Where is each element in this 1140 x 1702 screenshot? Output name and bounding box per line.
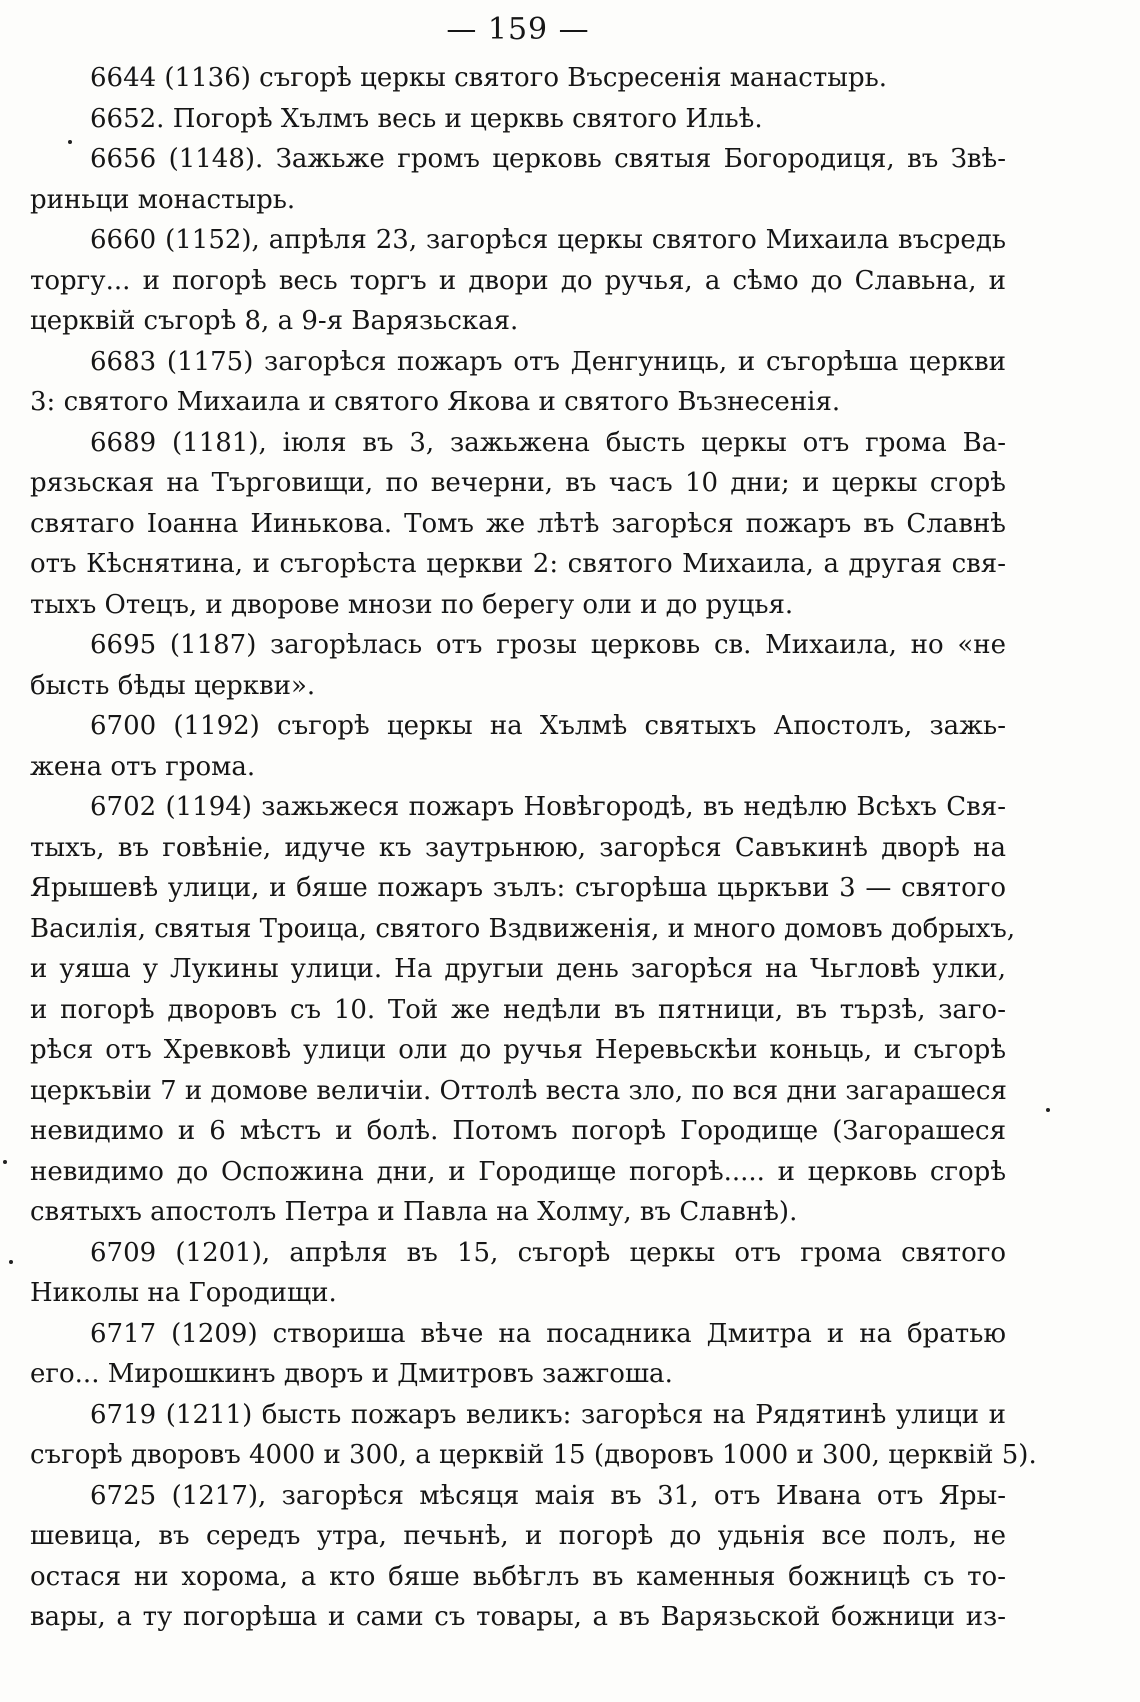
scan-speck: [3, 1160, 7, 1164]
text-line: бысть бѣды церкви».: [30, 670, 316, 701]
scan-speck: [68, 140, 72, 144]
text-line: и уяша у Лукины улици. На другыи день загорѣся на Чьгловѣ улки,: [30, 954, 1006, 984]
text-line: 3: святого Михаила и святого Якова и святого Възнесенія.: [30, 387, 841, 417]
chronicle-entry: [30, 58, 1006, 99]
chronicle-entry: [30, 423, 1006, 626]
chronicle-entry: [30, 1314, 1006, 1395]
text-line: шевица, въ середъ утра, печьнѣ, и погорѣ до удьнія все полъ, не: [30, 1521, 1006, 1551]
text-line: 6644 (1136) съгорѣ церкы святого Въсресенія манастырь.: [90, 63, 888, 93]
chronicle-entry: [30, 787, 1016, 1233]
text-line: невидимо и 6 мѣстъ и болѣ. Потомъ погорѣ Городище (Загорашеся: [30, 1116, 1006, 1146]
text-line: невидимо до Оспожина дни, и Городище погорѣ..... и церковь сгорѣ: [30, 1156, 1006, 1187]
scan-speck: [1046, 1108, 1050, 1112]
chronicle-entry: [30, 706, 1006, 787]
chronicle-entry: [30, 342, 1006, 423]
scan-speck: [9, 1260, 13, 1264]
text-line: 6700 (1192) съгорѣ церкы на Хълмѣ святыхъ Апостолъ, зажь-: [90, 711, 1006, 741]
text-line: 6652. Погорѣ Хълмъ весь и церквь святого Ильѣ.: [90, 103, 763, 134]
text-line: тыхъ Отецъ, и дворове мнози по берегу оли и до руцья.: [30, 589, 794, 620]
text-line: и погорѣ дворовъ съ 10. Той же недѣли въ пятници, въ тързѣ, заго-: [30, 994, 1006, 1025]
chronicle-entry: [30, 625, 1006, 706]
text-line: отъ Кѣснятина, и съгорѣста церкви 2: святого Михаила, а другая свя-: [30, 549, 1006, 579]
book-page: [30, 8, 1037, 1638]
text-line: Ярышевѣ улици, и бяше пожаръ зълъ: съгорѣша цьркъви 3 — святого: [30, 873, 1006, 903]
text-line: 6709 (1201), апрѣля въ 15, съгорѣ церкы отъ грома святого: [90, 1237, 1006, 1268]
text-line: церквій съгорѣ 8, а 9-я Варязьская.: [30, 306, 519, 336]
text-line: церкъвіи 7 и домове величіи. Оттолѣ веста зло, по вся дни загарашеся: [30, 1075, 1007, 1106]
page-number: — 159 —: [446, 12, 590, 47]
chronicle-entry: [30, 99, 1006, 140]
text-line: рѣся отъ Хревковѣ улици оли до ручья Неревьскѣи коньць, и съгорѣ: [30, 1035, 1006, 1065]
text-line: его... Мирошкинъ дворъ и Дмитровъ зажгоша.: [30, 1359, 673, 1389]
text-line: 6683 (1175) загорѣся пожаръ отъ Денгуниць, и съгорѣша церкви: [90, 346, 1006, 377]
text-line: 6656 (1148). Зажьже громъ церковь святыя Богородиця, въ Звѣ-: [90, 144, 1006, 174]
text-line: торгу... и погорѣ весь торгъ и двори до ручья, а сѣмо до Славьна, и: [30, 265, 1006, 296]
text-line: 6717 (1209) створиша вѣче на посадника Дмитра и на братью: [90, 1318, 1006, 1349]
text-line: 6689 (1181), іюля въ 3, зажьжена бысть церкы отъ грома Ва-: [90, 427, 1006, 458]
text-line: вары, а ту погорѣша и сами съ товары, а въ Варязьской божници из-: [30, 1602, 1006, 1632]
text-line: 6719 (1211) бысть пожаръ великъ: загорѣся на Рядятинѣ улици и: [90, 1399, 1006, 1430]
text-line: остася ни хорома, а кто бяше вьбѣглъ въ каменныя божницѣ съ то-: [30, 1561, 1006, 1592]
chronicle-entry: [30, 1395, 1037, 1476]
text-line: святаго Іоанна Иинькова. Томъ же лѣтѣ загорѣся пожаръ въ Славнѣ: [30, 508, 1006, 539]
chronicle-entries: [30, 58, 1037, 1638]
chronicle-entry: [30, 220, 1006, 342]
text-line: Василія, святыя Троица, святого Вздвиженія, и много домовъ добрыхъ,: [30, 913, 1016, 944]
text-line: жена отъ грома.: [30, 751, 256, 782]
text-line: 6725 (1217), загорѣся мѣсяця маія въ 31, отъ Ивана отъ Яры-: [90, 1480, 1006, 1511]
text-line: 6660 (1152), апрѣля 23, загорѣся церкы святого Михаила въсредь: [90, 225, 1006, 255]
text-line: 6702 (1194) зажьжеся пожаръ Новѣгородѣ, въ недѣлю Всѣхъ Свя-: [90, 792, 1006, 822]
chronicle-entry: [30, 1233, 1006, 1314]
text-line: 6695 (1187) загорѣлась отъ грозы церковь св. Михаила, но «не: [90, 630, 1006, 660]
text-line: святыхъ апостолъ Петра и Павла на Холму, въ Славнѣ).: [30, 1197, 798, 1227]
text-line: риньци монастырь.: [30, 184, 296, 215]
text-line: съгорѣ дворовъ 4000 и 300, а церквій 15 (дворовъ 1000 и 300, церквій 5).: [30, 1440, 1037, 1470]
text-line: рязьская на Търговищи, по вечерни, въ часъ 10 дни; и церкы сгорѣ: [30, 468, 1006, 498]
text-line: Николы на Городищи.: [30, 1278, 337, 1308]
text-line: тыхъ, въ говѣніе, идуче къ заутрьнюю, загорѣся Савъкинѣ дворѣ на: [30, 832, 1006, 863]
chronicle-entry: [30, 1476, 1006, 1638]
chronicle-entry: [30, 139, 1006, 220]
